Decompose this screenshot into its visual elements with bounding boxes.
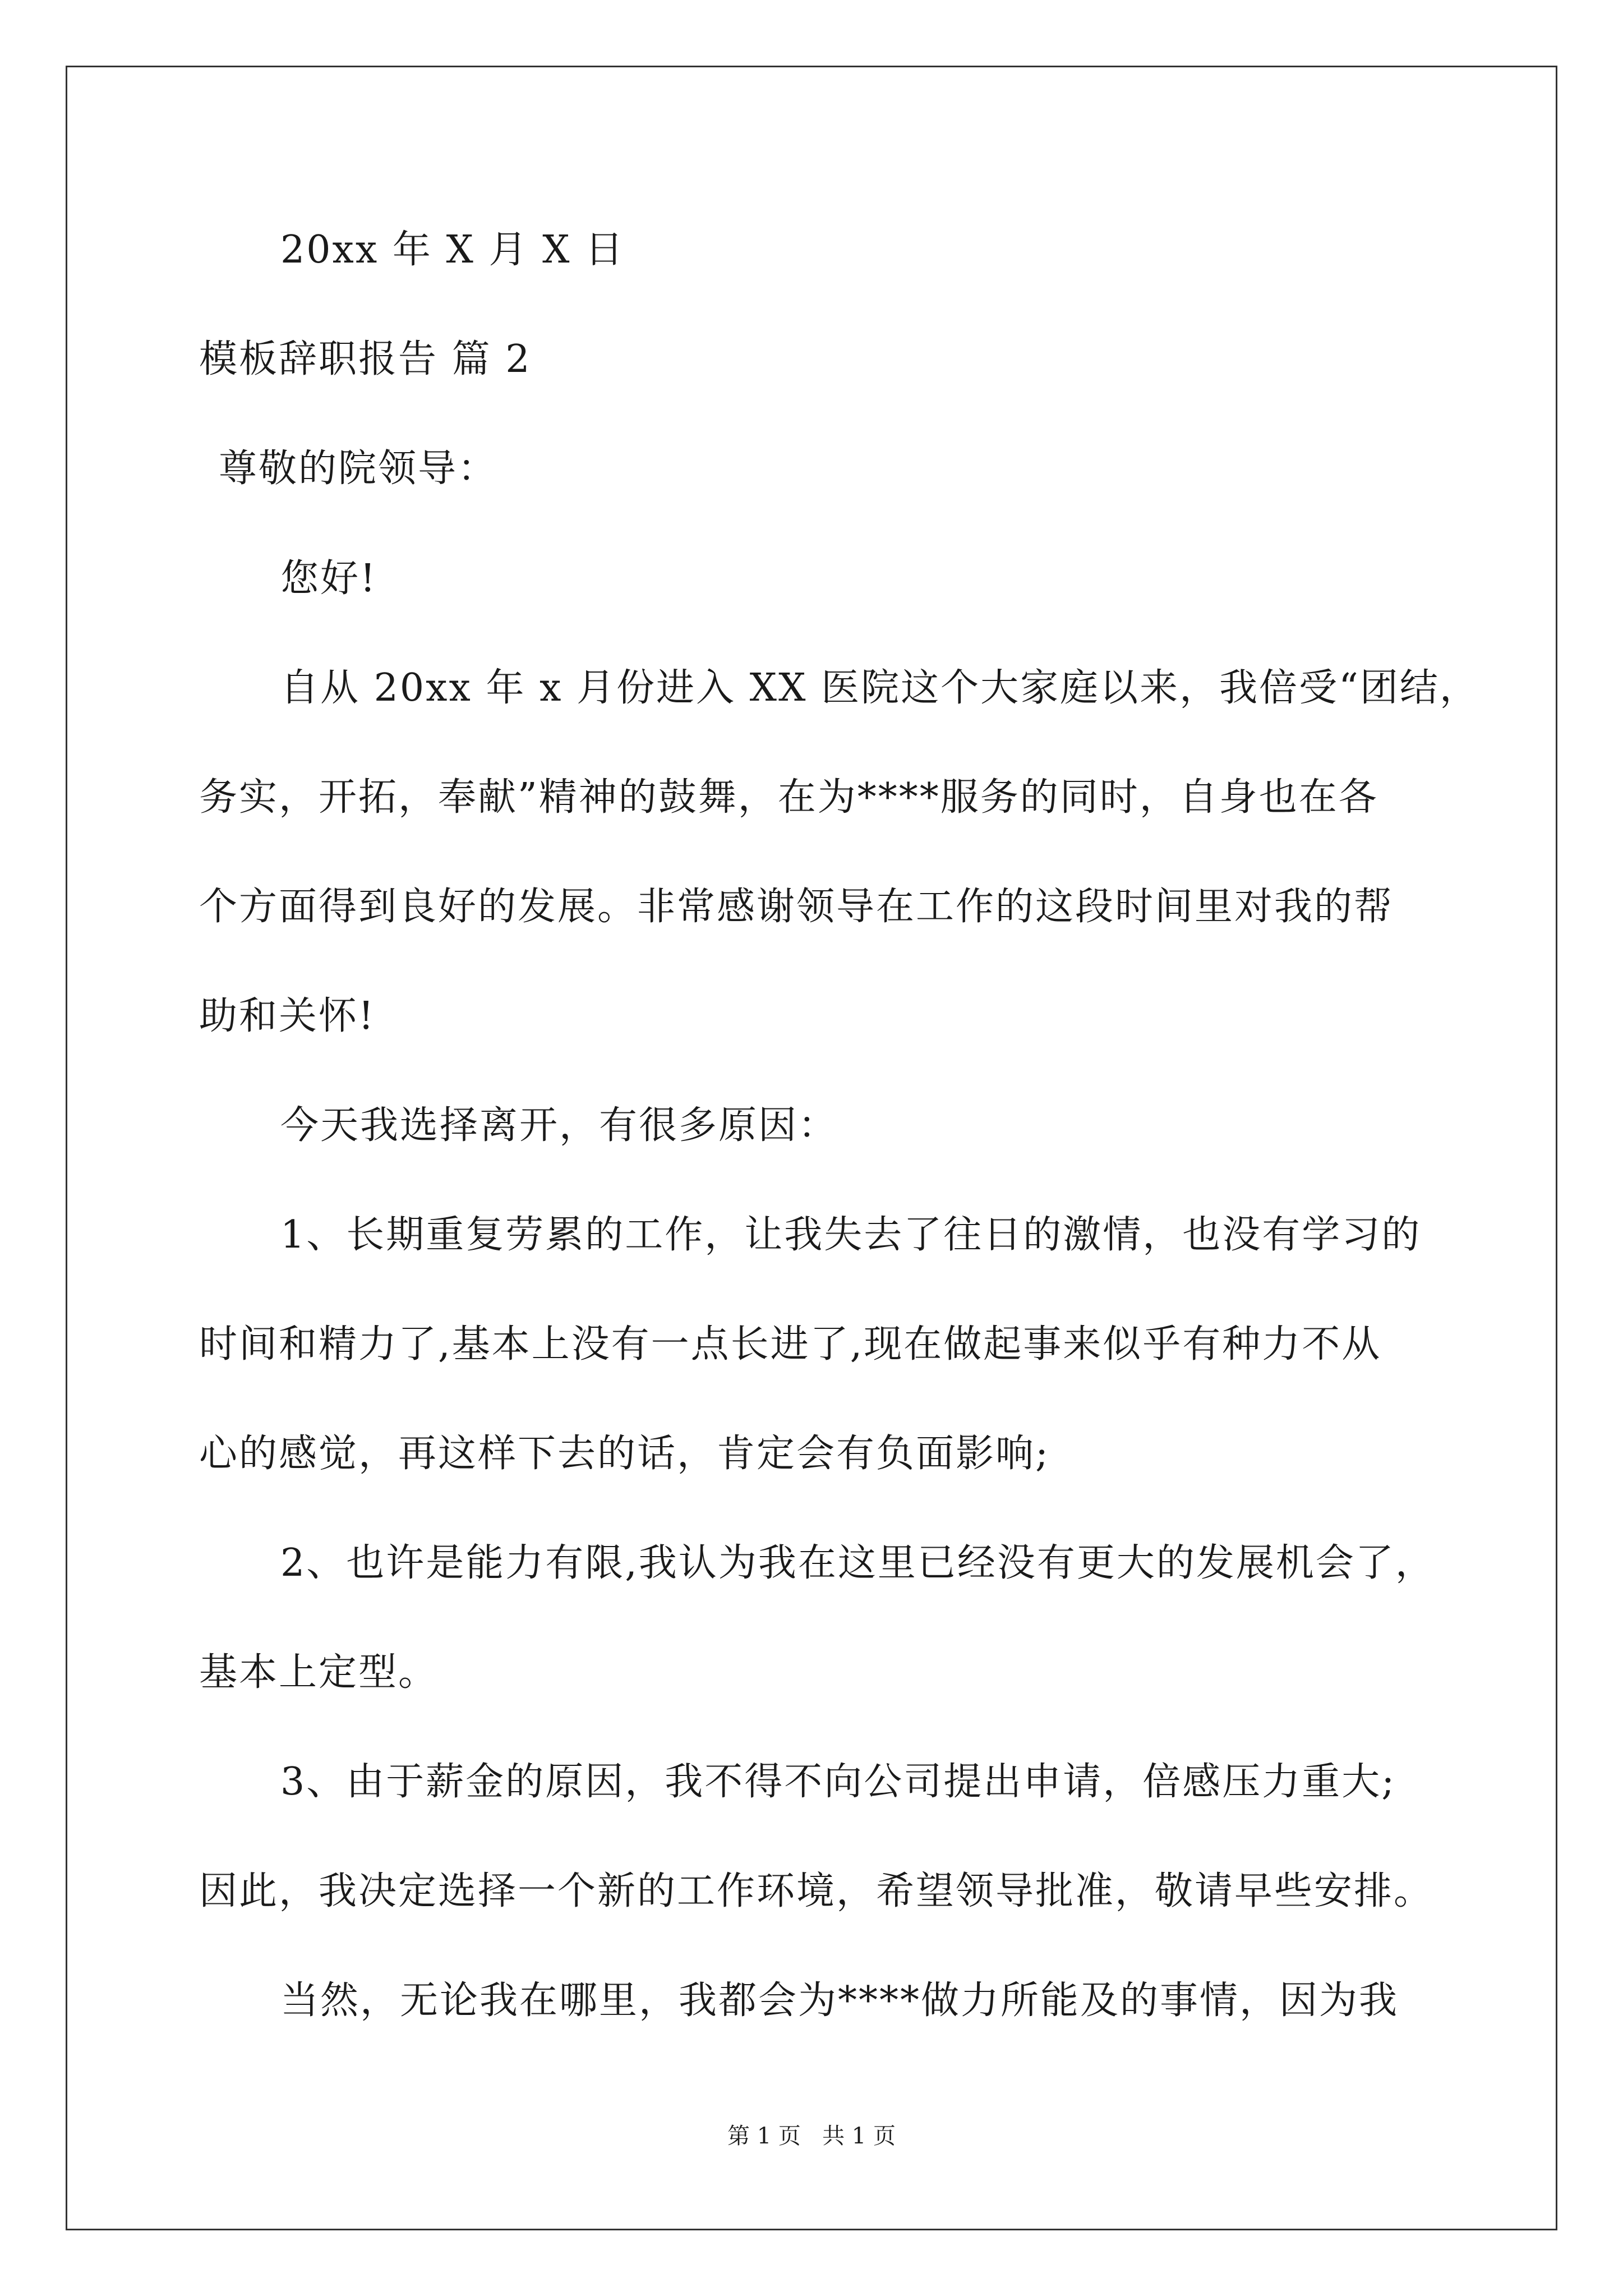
salutation: 尊敬的院领导： [219,447,498,491]
paragraph-line: 助和关怀! [199,994,376,1038]
paragraph-line: 务实，开拓，奉献”精神的鼓舞，在为****服务的同时，自身也在各 [199,775,1378,820]
paragraph-line: 心的感觉，再这样下去的话，肯定会有负面影响; [199,1432,1050,1476]
paragraph-line: 时间和精力了,基本上没有一点长进了,现在做起事来似乎有种力不从 [199,1322,1382,1366]
greeting: 您好! [280,556,377,601]
paragraph-line: 今天我选择离开，有很多原因： [280,1103,838,1148]
date-line: 20xx 年 X 月 X 日 [280,228,625,272]
paragraph-line: 因此，我决定选择一个新的工作环境，希望领导批准，敬请早些安排。 [199,1869,1434,1913]
paragraph-line: 基本上定型。 [199,1650,439,1695]
paragraph-line: 自从 20xx 年 x 月份进入 XX 医院这个大家庭以来，我倍受“团结， [280,666,1479,710]
section-heading: 模板辞职报告 篇 2 [199,337,532,381]
page-number-footer: 第 1 页 共 1 页 [727,2123,896,2149]
paragraph-line: 1、长期重复劳累的工作，让我失去了往日的激情，也没有学习的 [280,1213,1422,1257]
paragraph-line: 个方面得到良好的发展。非常感谢领导在工作的这段时间里对我的帮 [199,885,1394,929]
paragraph-line: 2、也许是能力有限,我认为我在这里已经没有更大的发展机会了， [280,1541,1435,1585]
paragraph-line: 当然，无论我在哪里，我都会为****做力所能及的事情，因为我 [280,1978,1399,2023]
paragraph-line: 3、由于薪金的原因，我不得不向公司提出申请，倍感压力重大; [280,1760,1396,1804]
